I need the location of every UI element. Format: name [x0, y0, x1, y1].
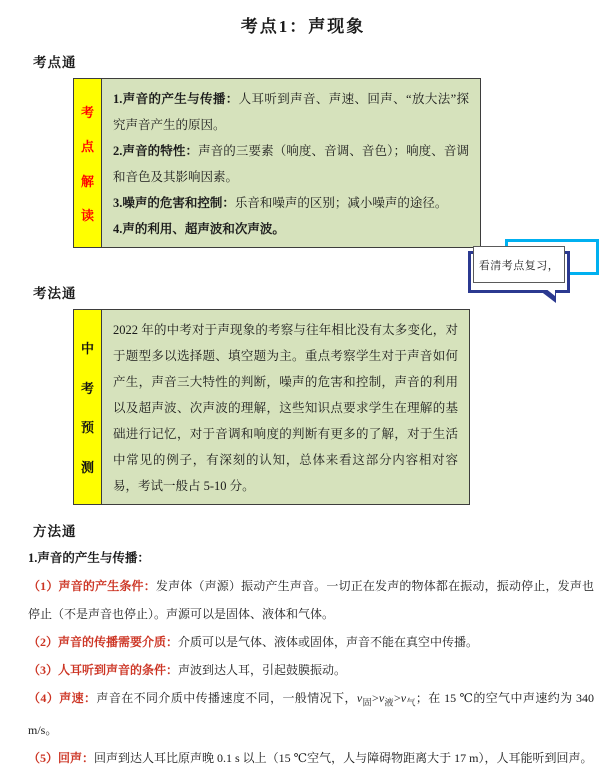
sidebar-char: 中 [80, 341, 94, 357]
speed-variable: v [356, 691, 363, 705]
sidebar-char: 解 [80, 173, 94, 189]
sidebar-char: 点 [80, 139, 94, 155]
kaofa-paragraph: 2022 年的中考对于声现象的考察与往年相比没有太多变化，对于题型多以选择题、填空题为主。重点考察学生对于声音如何产生，声音三大特性的判断，噪声的危害和控制，声音的利用以及超声波、次声波的理解，这些知识点要求学生在理解的基础进行记忆，对于音调和响度的判断有更多的了解，对于生活中常见的例子，有深刻的认知，总体来看这部分内容相对容易，考试一般占 5-10 分。 [113, 323, 458, 493]
page-title: 考点1：声现象 [240, 17, 366, 36]
sidebar-char: 考 [80, 105, 94, 121]
kaodian-item: 2.声音的特性：声音的三要素（响度、音调、音色）；响度、音调和音色及其影响因素。 [113, 144, 469, 184]
method-item: （5）回声：回声到达人耳比原声晚 0.1 s 以上（15 ℃空气，人与障碍物距离大于 17 m），人耳能听到回声。 [28, 751, 593, 766]
method-item: （1）声音的产生条件：发声体（声源）振动产生声音。一切正在发声的物体都在振动，振动停止，发声也停止（不是声音也停止）。声源可以是固体、液体和气体。 [28, 579, 594, 621]
kaodian-sidebar [74, 79, 102, 247]
kaodian-item: 3.噪声的危害和控制：乐音和噪声的区别；减小噪声的途径。 [113, 196, 448, 210]
sidebar-char: 考 [80, 380, 94, 396]
review-callout [466, 237, 606, 307]
sidebar-char: 读 [80, 207, 94, 223]
speed-subscript: 液 [384, 697, 394, 708]
method-heading: 1.声音的产生与传播： [28, 551, 150, 565]
method-notes [28, 544, 594, 772]
callout-text-box [473, 246, 565, 283]
speed-variable: v [400, 691, 407, 705]
section-label-kaodiantong: 考点通 [33, 55, 77, 70]
sidebar-char: 预 [80, 420, 94, 436]
callout-tail-fill [545, 288, 555, 296]
method-item: （3）人耳听到声音的条件：声波到达人耳，引起鼓膜振动。 [28, 663, 347, 677]
kaofa-sidebar [74, 310, 102, 504]
section-label-kaofatong: 考法通 [33, 286, 77, 301]
kaodian-box [73, 78, 481, 248]
kaodian-item: 1.声音的产生与传播：人耳听到声音、声速、回声、“放大法”探究声音产生的原因。 [113, 92, 469, 132]
kaodian-content [102, 79, 480, 247]
speed-subscript: 固 [362, 697, 373, 708]
method-item: （2）声音的传播需要介质：介质可以是气体、液体或固体，声音不能在真空中传播。 [28, 635, 479, 649]
speed-subscript: 气 [406, 697, 416, 708]
section-label-fangfatong: 方法通 [33, 524, 77, 539]
speed-variable: v [378, 691, 385, 705]
kaodian-item: 4.声的利用、超声波和次声波。 [113, 222, 285, 236]
callout-text: 看清考点复习， [478, 259, 560, 272]
sidebar-char: 测 [80, 459, 94, 475]
method-item-speed: （4）声速：声音在不同介质中传播速度不同，一般情况下，$v_固>v_液>v_气$；在 15 ℃的空气中声速约为 340 m/s。 [28, 691, 594, 738]
kaofa-box [73, 309, 470, 505]
kaofa-content [102, 310, 469, 504]
